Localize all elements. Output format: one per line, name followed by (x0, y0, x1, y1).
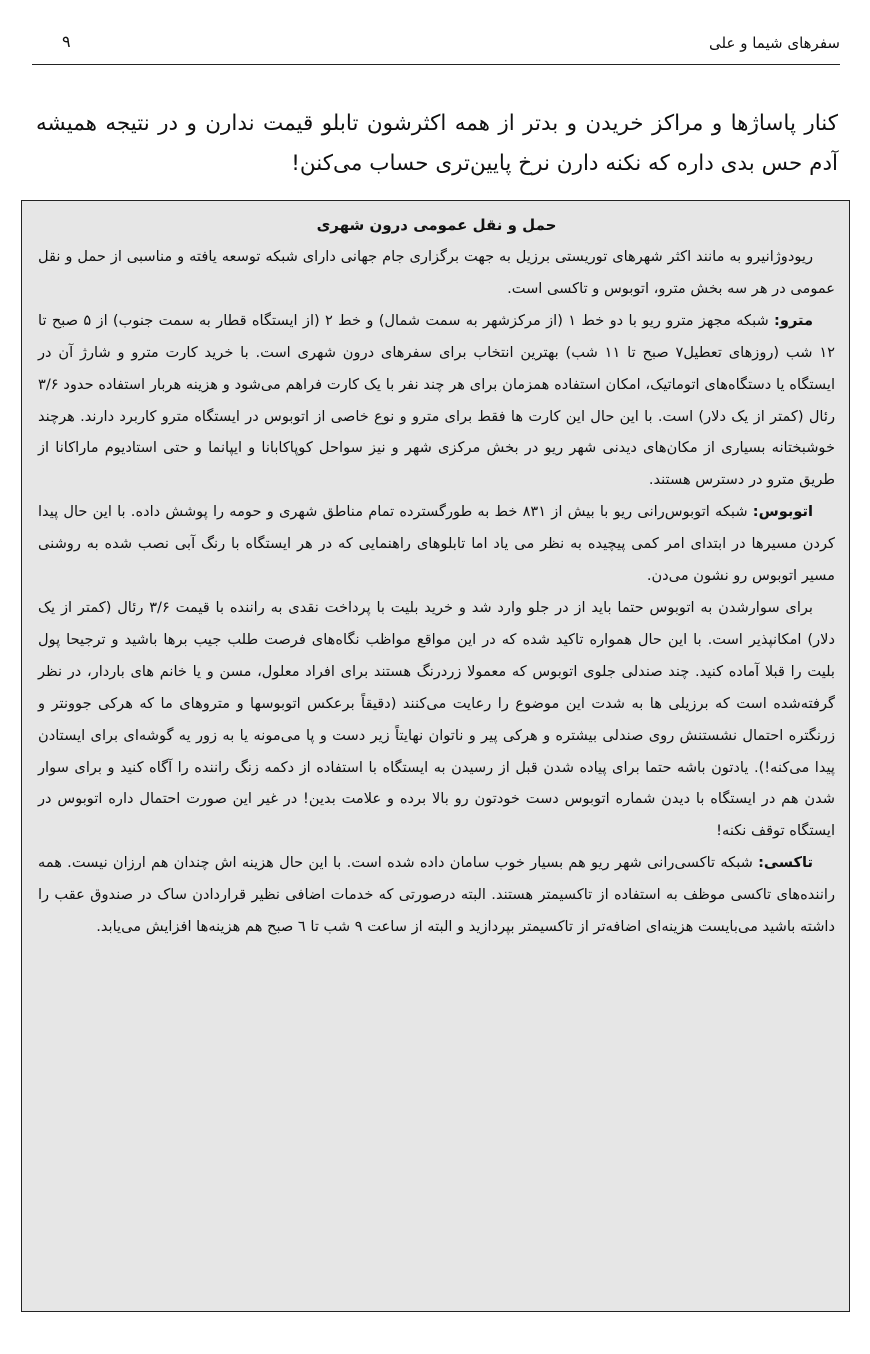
page-header (32, 32, 840, 65)
boarding-paragraph: برای سوارشدن به اتوبوس حتما باید از در جلو وارد شد و خرید بلیت با پرداخت نقدی به راننده با قیمت ۳/۶ رئال (کمتر از یک دلار) امکانپذیر است. با این حال همواره تاکید شده که در این مواقع مواظب نگاه‌های فرصت طلب جیب برها باشید و ترجیحا پول بلیت را قبلا آماده کنید. چند صندلی جلوی اتوبوس که معمولا زردرنگ هستند برای افراد معلول، مسن و یا خانم های باردار، در نظر گرفته‌شده است که برزیلی ها به شدت این موضوع را رعایت می‌کنند (دقیقاً برعکس اتوبوسها و متروهای ما که هرکی جوونتر و زرنگتره احتمال نشستنش روی صندلی بیشتره و هرکی پیر و ناتوان نهایتاً زیر دست و پا می‌مونه یا به زور یه گوشه‌ای برای ایستادن پیدا می‌کنه!). یادتون باشه حتما برای پیاده شدن قبل از رسیدن به ایستگاه با استفاده از دکمه زنگ راننده را آگاه کنید و برای سوار شدن هم در ایستگاه با دیدن شماره اتوبوس دست خودتون رو بالا برده و علامت بدین! در غیر این صورت احتمال داره اتوبوس در ایستگاه توقف نکنه! (38, 598, 835, 840)
metro-text: شبکه مجهز مترو ریو با دو خط ۱ (از مرکزشهر به سمت شمال) و خط ۲ (از ایستگاه قطار به سمت جنوب) از ۵ صبح تا ۱۲ شب (روزهای تعطیل۷ صبح تا ۱۱ شب) بهترین انتخاب برای سفرهای درون شهری است. با خرید کارت مترو و شارژ آن در ایستگاه یا دستگاه‌های اتوماتیک، امکان استفاده همزمان برای هر چند نفر با یک کارت فراهم می‌شود و هزینه هربار استفاده حدود ۳/۶ رئال (کمتر از یک دلار) است. با این حال این کارت ها فقط برای مترو و نوع خاصی از اتوبوس در ایستگاه مترو کاربرد دارند. هرچند خوشبختانه بسیاری از مکان‌های دیدنی شهر ریو در بخش مرکزی شهر و نیز سواحل کوپاکابانا و ایپانما و حتی استادیوم ماراکانا از طریق مترو در دسترس هستند. (38, 311, 835, 489)
box-title: حمل و نقل عمومی درون شهری (316, 216, 557, 234)
metro-paragraph (38, 305, 835, 496)
bus-text: شبکه اتوبوس‌رانی ریو با بیش از ۸۳۱ خط به طورگسترده تمام مناطق شهری و حومه را پوشش داده. با این حال پیدا کردن مسیرها در ابتدای امر کمی پیچیده به نظر می یاد اما تابلوهای راهنمایی که در هر ایستگاه با رنگ آبی نصب شده به روشنی مسیر اتوبوس رو نشون می‌دن. (38, 503, 835, 585)
page-number: ۹ (62, 32, 71, 51)
intro-transport-paragraph: ریودوژانیرو به مانند اکثر شهرهای توریستی برزیل به جهت برگزاری جام جهانی دارای شبکه توسعه یافته و مناسبی از حمل و نقل عمومی در هر سه بخش مترو، اتوبوس و تاکسی است. (38, 248, 835, 297)
bus-label: اتوبوس: (752, 503, 813, 521)
taxi-label: تاکسی: (758, 854, 813, 872)
book-title: سفرهای شیما و علی (709, 34, 840, 52)
intro-paragraph: کنار پاساژها و مراکز خریدن و بدتر از همه اکثرشون تابلو قیمت ندارن و در نتیجه همیشه آدم حس بدی داره که نکنه دارن نرخ پایین‌تری حساب می‌کنن! (36, 111, 838, 176)
bus-paragraph (38, 496, 835, 592)
metro-label: مترو: (774, 311, 814, 329)
taxi-paragraph (38, 847, 835, 943)
transport-info-box (21, 200, 850, 1312)
taxi-text: شبکه تاکسی‌رانی شهر ریو هم بسیار خوب سامان داده شده است. با این حال هزینه اش چندان هم ارزان نیست. همه راننده‌های تاکسی موظف به استفاده از تاکسیمتر هستند. البته درصورتی که خدمات اضافی نظیر قراردادن ساک در صندوق عقب را داشته باشید می‌بایست هزینه‌ای اضافه‌تر از تاکسیمتر بپردازید و البته از ساعت ۹ شب تا ٦ صبح هم هزینه‌ها افزایش می‌یابد. (38, 854, 835, 936)
